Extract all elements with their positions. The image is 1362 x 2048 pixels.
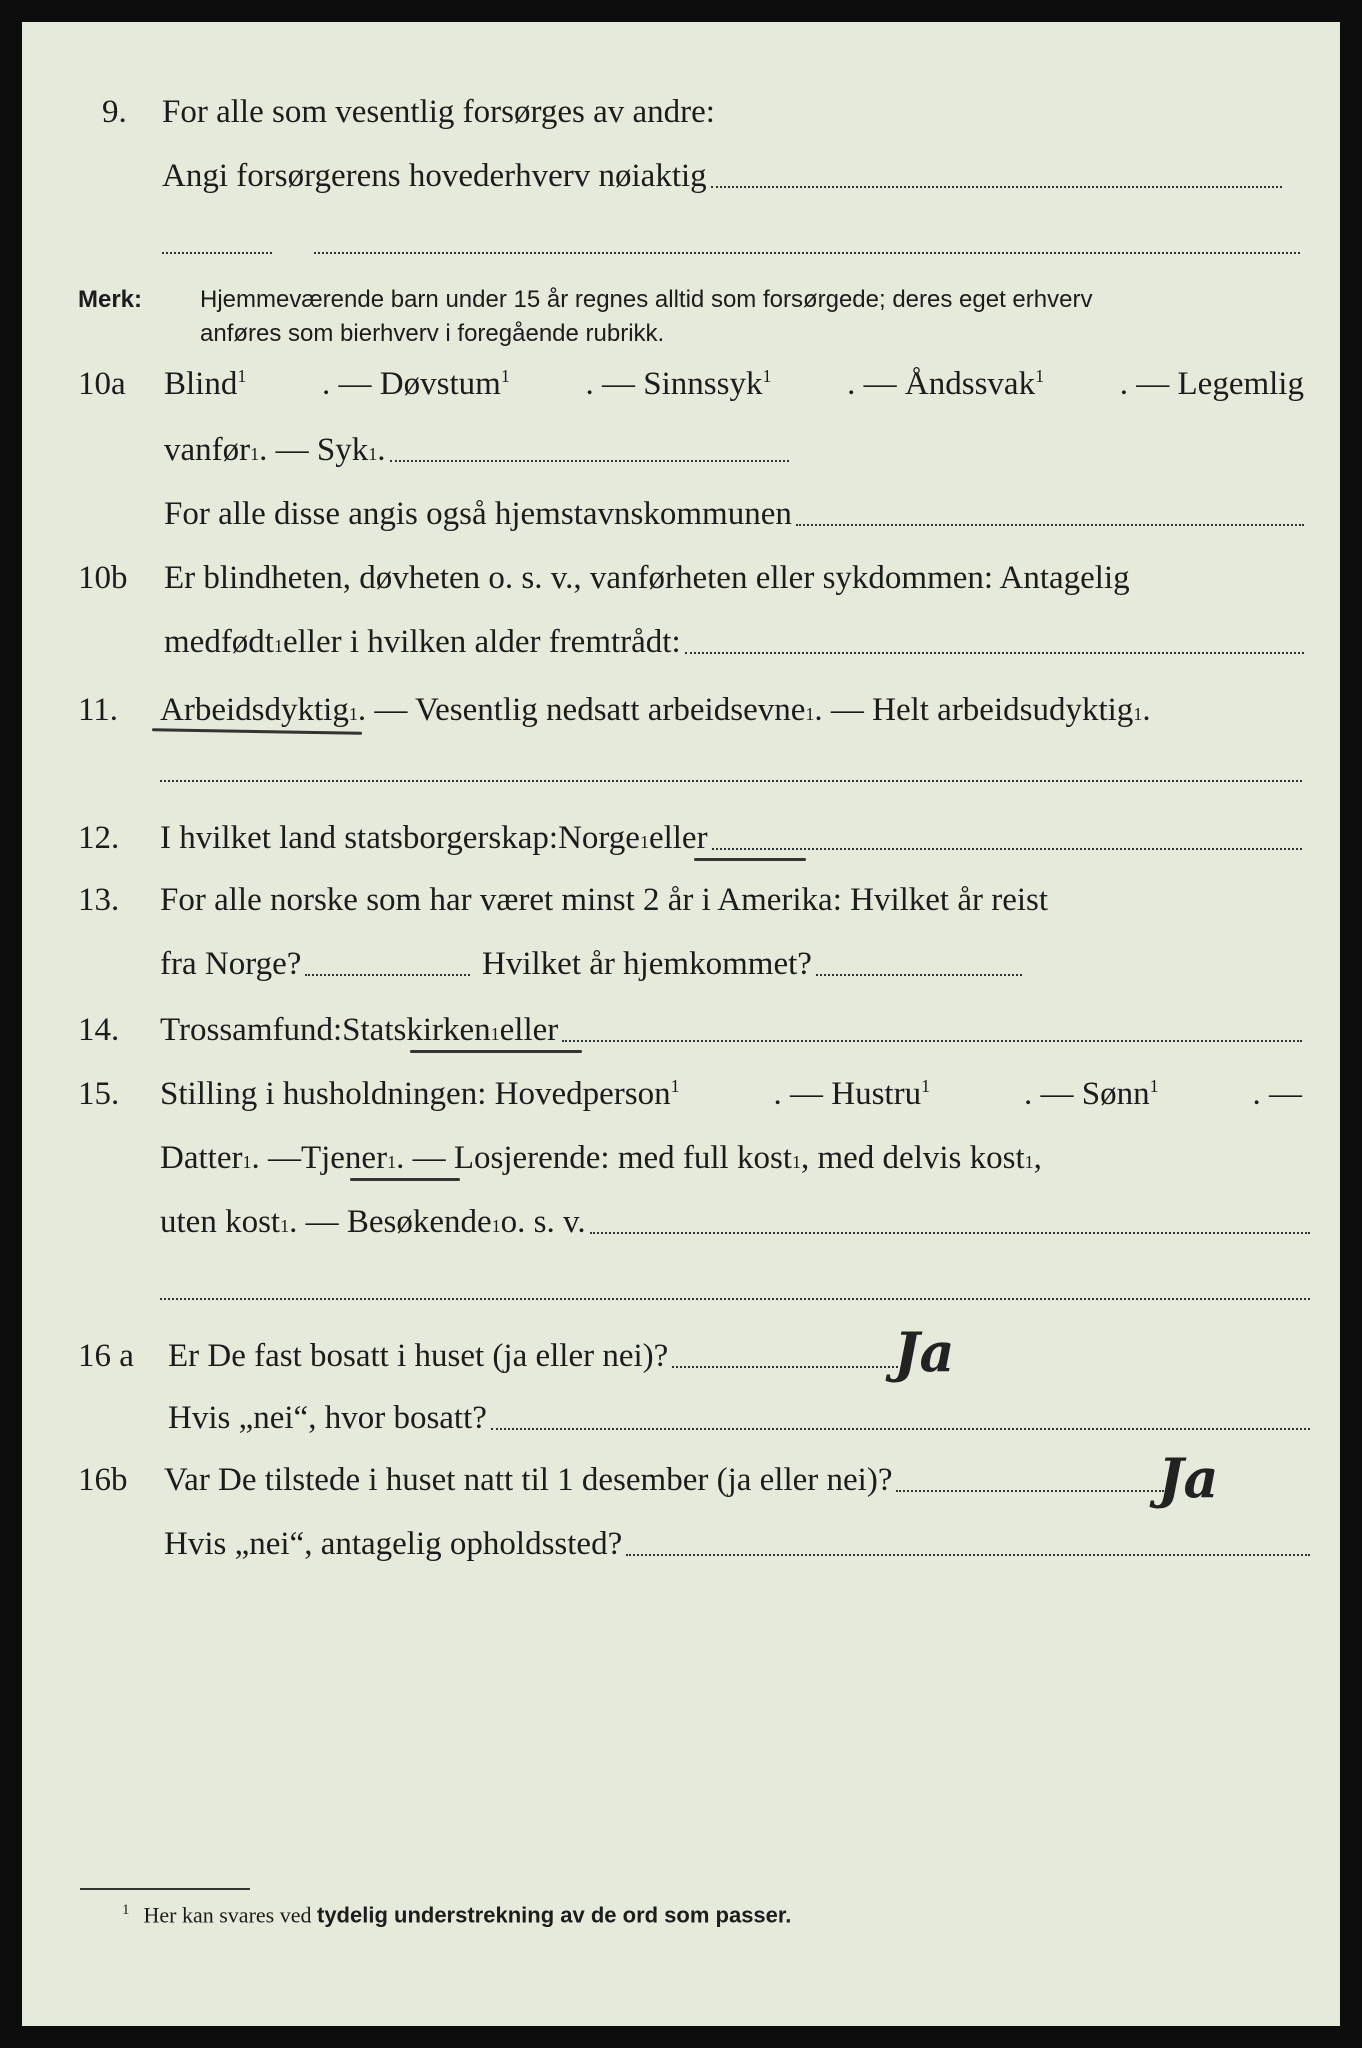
question-text: Er blindheten, døvheten o. s. v., vanførheten eller sykdommen: Antagelig bbox=[164, 560, 1130, 596]
answer-line[interactable]: medfødt 1 eller i hvilken alder fremtrådt: bbox=[164, 624, 1304, 661]
selected-option[interactable]: Arbeidsdyktig bbox=[160, 692, 349, 728]
question-number: 13. bbox=[78, 882, 120, 918]
census-form-page bbox=[22, 22, 1340, 2026]
answer-line[interactable]: vanfør 1 . — Syk 1 . bbox=[164, 432, 789, 469]
question-number: 12. bbox=[78, 820, 120, 856]
selected-option[interactable]: Norge bbox=[558, 820, 640, 856]
note-text: anføres som bierhverv i foregående rubrikk. bbox=[200, 320, 665, 347]
answer-line[interactable]: Hvis „nei“, hvor bosatt? bbox=[168, 1400, 1310, 1437]
handwritten-underline bbox=[152, 728, 362, 735]
answer-line[interactable]: Hvis „nei“, antagelig opholdssted? bbox=[164, 1526, 1310, 1563]
handwritten-answer: Ja bbox=[1158, 1446, 1219, 1510]
dotted-rule bbox=[160, 780, 1302, 782]
answer-line[interactable]: uten kost 1 . — Besøkende 1 o. s. v. bbox=[160, 1204, 1310, 1241]
selected-option[interactable]: Tjener bbox=[300, 1140, 388, 1176]
question-number: 16 a bbox=[78, 1338, 134, 1374]
answer-line[interactable]: Var De tilstede i huset natt til 1 desember (ja eller nei)? bbox=[164, 1462, 1164, 1499]
question-text: Blind$^1$ . — Døvstum$^1$ . — Sinnssyk$^1$ . — Åndssvak$^1$ . — Legemlig bbox=[164, 366, 1304, 402]
answer-line[interactable]: Trossamfund: Statskirken 1 eller bbox=[160, 1012, 1302, 1049]
handwritten-answer: Ja bbox=[894, 1320, 955, 1384]
question-number: 10b bbox=[78, 560, 128, 596]
question-number: 14. bbox=[78, 1012, 120, 1048]
question-text: For alle som vesentlig forsørges av andre: bbox=[162, 94, 715, 130]
note-label: Merk: bbox=[78, 286, 143, 313]
selected-option[interactable]: Statskirken bbox=[342, 1012, 491, 1048]
answer-line[interactable]: fra Norge? bbox=[160, 946, 470, 983]
dotted-rule bbox=[160, 1298, 1310, 1300]
question-text: Stilling i husholdningen: Hovedperson$^1$ . — Hustru$^1$ . — Sønn$^1$ . — bbox=[160, 1076, 1302, 1112]
handwritten-underline bbox=[350, 1178, 460, 1181]
dotted-rule bbox=[162, 252, 272, 254]
footnote: $^1$ Her kan svares ved tydelig understrekning av de ord som passer. bbox=[122, 1902, 792, 1928]
answer-line[interactable]: Er De fast bosatt i huset (ja eller nei)? bbox=[168, 1338, 898, 1375]
question-number: 9. bbox=[102, 94, 127, 130]
handwritten-underline bbox=[694, 858, 806, 861]
question-text: Datter 1 . — Tjener 1 . — Losjerende: med full kost 1 , med delvis kost 1 , bbox=[160, 1140, 1042, 1176]
question-text: Arbeidsdyktig 1 . — Vesentlig nedsatt arbeidsevne 1 . — Helt arbeidsudyktig 1 . bbox=[160, 692, 1151, 728]
answer-line[interactable]: For alle disse angis også hjemstavnskommunen bbox=[164, 496, 1304, 533]
question-number: 16b bbox=[78, 1462, 128, 1498]
answer-line[interactable]: Angi forsørgerens hovederhverv nøiaktig bbox=[162, 158, 1282, 195]
dotted-rule bbox=[314, 252, 1300, 254]
handwritten-underline bbox=[410, 1050, 582, 1053]
question-number: 15. bbox=[78, 1076, 120, 1112]
question-text: For alle norske som har været minst 2 år i Amerika: Hvilket år reist bbox=[160, 882, 1049, 918]
footnote-rule bbox=[80, 1888, 250, 1890]
note-text: Hjemmeværende barn under 15 år regnes alltid som forsørgede; deres eget erhverv bbox=[200, 286, 1093, 313]
question-number: 11. bbox=[78, 692, 119, 728]
question-number: 10a bbox=[78, 366, 126, 402]
answer-line[interactable]: Hvilket år hjemkommet? bbox=[482, 946, 1022, 983]
answer-line[interactable]: I hvilket land statsborgerskap: Norge 1 eller bbox=[160, 820, 1302, 857]
